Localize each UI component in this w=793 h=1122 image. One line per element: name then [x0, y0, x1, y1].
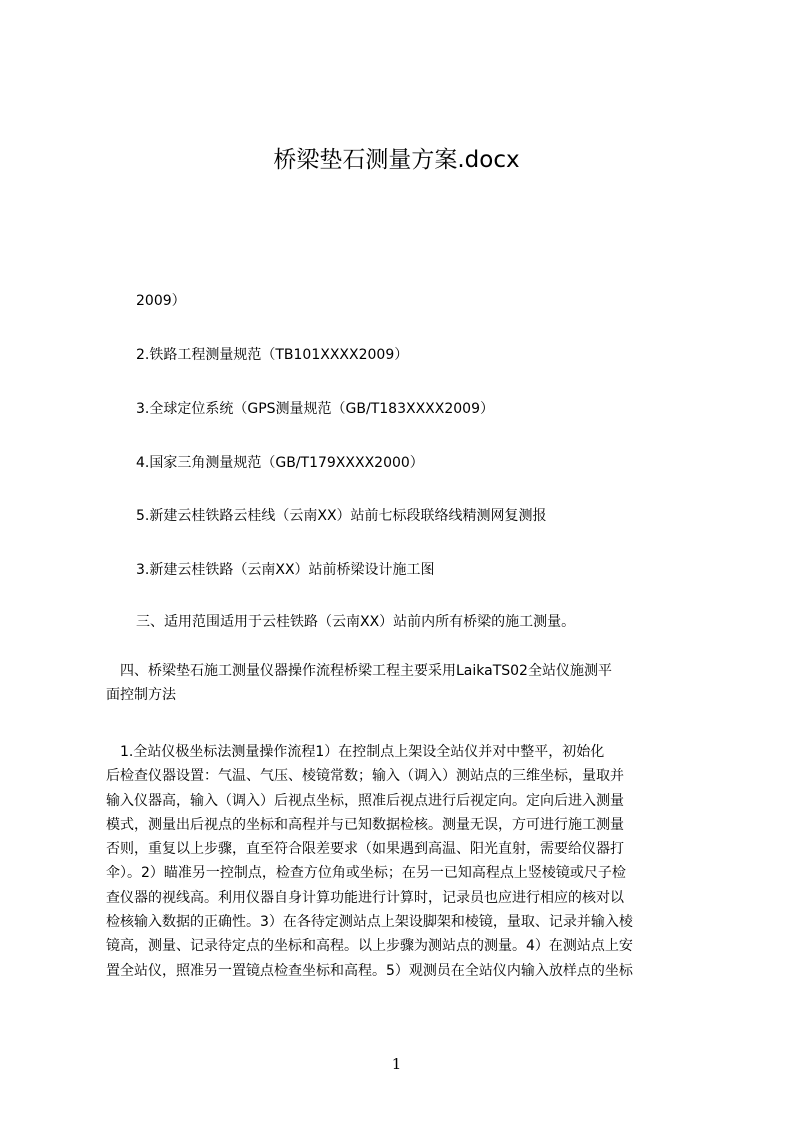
- paragraph-line: 伞）。2）瞄准另一控制点，检查方位角或坐标；在另一已知高程点上竖棱镜或尺子检: [106, 865, 626, 882]
- section-4-1-paragraph: [106, 740, 696, 983]
- reference-line-3: 3.全球定位系统（GPS测量规范（GB/T183XXXX2009）: [136, 401, 494, 417]
- reference-line-5: 5.新建云桂铁路云桂线（云南XX）站前七标段联络线精测网复测报: [136, 508, 547, 524]
- reference-line-2: 2.铁路工程测量规范（TB101XXXX2009）: [136, 347, 409, 363]
- paragraph-line: 面控制方法: [106, 687, 176, 704]
- paragraph-line: 镜高，测量、记录待定点的坐标和高程。以上步骤为测站点的测量。4）在测站点上安: [106, 938, 633, 955]
- reference-line-6: 3.新建云桂铁路（云南XX）站前桥梁设计施工图: [136, 562, 435, 578]
- paragraph-line: 否则，重复以上步骤，直至符合限差要求（如果遇到高温、阳光直射，需要给仪器打: [106, 841, 624, 858]
- document-title: 桥梁垫石测量方案.docx: [273, 147, 520, 173]
- paragraph-line: 模式，测量出后视点的坐标和高程并与已知数据检核。测量无误，方可进行施工测量: [106, 816, 624, 833]
- section-3-scope: 三、适用范围适用于云桂铁路（云南XX）站前内所有桥梁的施工测量。: [136, 614, 576, 630]
- reference-line-1: 2009）: [136, 293, 186, 309]
- section-4-paragraph: [106, 659, 696, 708]
- paragraph-line: 检核输入数据的正确性。3）在各待定测站点上架设脚架和棱镜，量取、记录并输入棱: [106, 914, 633, 931]
- paragraph-line: 四、桥梁垫石施工测量仪器操作流程桥梁工程主要采用LaikaTS02全站仪施测平: [106, 663, 612, 679]
- paragraph-line: 查仪器的视线高。利用仪器自身计算功能进行计算时，记录员也应进行相应的核对以: [106, 889, 624, 906]
- paragraph-line: 输入仪器高，输入（调入）后视点坐标，照准后视点进行后视定向。定向后进入测量: [106, 792, 624, 809]
- page-number: 1: [391, 1055, 402, 1073]
- reference-line-4: 4.国家三角测量规范（GB/T179XXXX2000）: [136, 455, 424, 471]
- paragraph-line: 1.全站仪极坐标法测量操作流程1）在控制点上架设全站仪并对中整平，初始化: [106, 744, 605, 760]
- paragraph-line: 后检查仪器设置：气温、气压、棱镜常数；输入（调入）测站点的三维坐标，量取并: [106, 768, 624, 785]
- paragraph-line: 置全站仪，照准另一置镜点检查坐标和高程。5）观测员在全站仪内输入放样点的坐标: [106, 962, 633, 979]
